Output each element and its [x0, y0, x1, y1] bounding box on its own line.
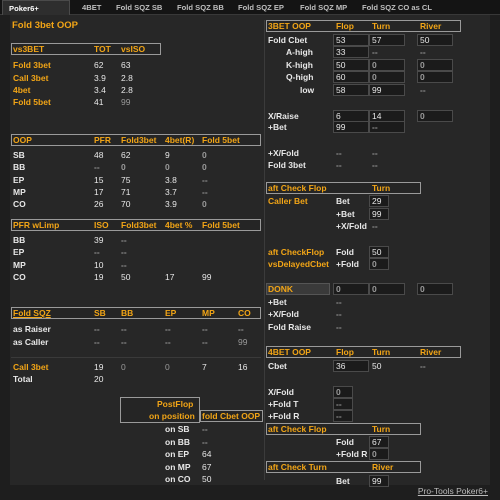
check2-cell: 67 [372, 437, 382, 447]
oop-row-label: MP [13, 186, 26, 197]
sqz-cell: -- [121, 324, 127, 334]
vs3bet-value: 2.8 [121, 85, 133, 95]
limp-h2: Fold3bet [121, 220, 157, 230]
3bet-oop-cell: 53 [336, 35, 346, 45]
limp-h0: PFR wLimp [13, 220, 60, 230]
vs3bet-h1: TOT [94, 44, 111, 54]
donk-cell: 0 [420, 284, 425, 294]
oop-cell: 15 [94, 174, 104, 185]
sqz-cell: 99 [238, 337, 248, 347]
3bet-oop-cell: -- [372, 47, 378, 58]
3bet-oop-cell: 0 [420, 59, 425, 70]
oop-cell: -- [94, 162, 100, 173]
3bet-oop-cell: 57 [372, 35, 382, 45]
checkfold-action: Fold [336, 247, 354, 257]
vs3bet-label: Fold 3bet [13, 60, 51, 70]
sqz-cell: -- [121, 337, 127, 347]
3bet-oop-row-label: Fold Cbet [268, 35, 308, 45]
vs3bet-value: 41 [94, 97, 104, 107]
check-flop2-h1: Turn [372, 424, 391, 434]
4bet-cell: -- [336, 411, 342, 421]
3bet-oop-cell: 33 [336, 47, 346, 58]
sqz-cell: -- [238, 324, 244, 334]
limp-h1: ISO [94, 220, 109, 230]
tab-poker6[interactable]: Poker6+ [2, 0, 70, 15]
call3bet-co: 16 [238, 362, 248, 372]
check-flop2-h0: aft Check Flop [268, 424, 327, 434]
4bet-oop-h1: Flop [336, 347, 354, 357]
caller-bet-label: Caller Bet [268, 196, 308, 206]
xraise-cell: 6 [336, 111, 341, 121]
vs3bet-value: 62 [94, 60, 104, 70]
limp-cell: 19 [94, 271, 104, 282]
oop-h2: Fold3bet [121, 135, 157, 145]
oop-cell: 62 [121, 150, 131, 160]
oop-h3: 4bet(R) [165, 135, 195, 145]
limp-cell: 10 [94, 259, 104, 270]
3bet-oop-cell: 50 [420, 35, 430, 45]
oop-row-label: SB [13, 150, 25, 160]
sqz-h3: EP [165, 308, 177, 318]
donk-cell: -- [336, 296, 342, 307]
oop-row-label: CO [13, 199, 26, 210]
xraise-row-label: Fold 3bet [268, 160, 306, 170]
sqz-cell: -- [94, 324, 100, 334]
checkflop-row-label: +Bet [336, 208, 355, 219]
limp-row-label: BB [13, 235, 26, 245]
4bet-cell: 0 [336, 387, 341, 397]
vs3bet-value: 2.8 [121, 73, 133, 83]
xraise-cell: -- [336, 160, 342, 170]
donk-cell: -- [336, 321, 342, 332]
tab-bar [0, 0, 500, 15]
xraise-cell: -- [372, 160, 378, 170]
tab-fold-sqz-bb[interactable]: Fold SQZ BB [177, 3, 224, 12]
4bet-row-label: +Fold T [268, 399, 299, 409]
check2-row-label: +Fold R [336, 449, 368, 459]
limp-cell: -- [121, 247, 127, 258]
oop-cell: 71 [121, 186, 131, 197]
4bet-cbet-river: -- [420, 361, 426, 371]
oop-cell: 3.9 [165, 199, 177, 210]
4bet-cbet-turn: 50 [372, 361, 382, 371]
xraise-cell: -- [372, 122, 378, 132]
limp-h4: Fold 5bet [202, 220, 240, 230]
xraise-cell: 0 [420, 111, 425, 121]
postflop-row-label: on SB [165, 424, 190, 434]
sqz-h1: SB [94, 308, 106, 318]
tab-fold-sqz-ep[interactable]: Fold SQZ EP [238, 3, 284, 12]
postflop-cell: 64 [202, 449, 212, 460]
sqz-row-label: as Raiser [13, 324, 51, 334]
oop-cell: 48 [94, 150, 104, 160]
3bet-oop-row-label: Q-high [286, 72, 314, 83]
4bet-oop-h0: 4BET OOP [268, 347, 311, 357]
tab-fold-sqz-sb[interactable]: Fold SQZ SB [116, 3, 163, 12]
call3bet-mp: 7 [202, 362, 207, 372]
postflop-sublabel: on position [149, 411, 195, 421]
3bet-oop-row-label: A-high [286, 47, 313, 58]
checkflop-row-label: Bet [336, 196, 350, 206]
oop-cell: 70 [121, 199, 131, 210]
postflop-row-label: on CO [165, 474, 191, 485]
total-label: Total [13, 374, 33, 384]
call3bet-ep: 0 [165, 362, 170, 372]
3bet-oop-h2: Turn [372, 21, 391, 31]
limp-cell: 50 [121, 271, 131, 282]
3bet-oop-row-label: low [300, 84, 315, 95]
3bet-oop-h1: Flop [336, 21, 354, 31]
xraise-cell: -- [336, 148, 342, 158]
checkfold-cell: 0 [372, 259, 377, 269]
4bet-cell: -- [336, 399, 342, 409]
vs3bet-h0: vs3BET [13, 44, 45, 54]
divider [11, 357, 261, 358]
donk-cell: -- [336, 309, 342, 319]
call3bet-bb: 0 [121, 362, 126, 372]
oop-h4: Fold 5bet [202, 135, 240, 145]
call3bet-label: Call 3bet [13, 362, 49, 372]
xraise-row-label: +Bet [268, 122, 287, 132]
checkflop-cell: -- [372, 221, 378, 231]
footer-link[interactable]: Pro-Tools Poker6+ [417, 486, 488, 496]
postflop-label: PostFlop [157, 399, 194, 409]
column-divider [264, 20, 265, 480]
limp-cell: 17 [165, 271, 175, 282]
postflop-cell: 50 [202, 474, 212, 485]
postflop-row-label: on BB [165, 436, 191, 447]
sqz-row-label: as Caller [13, 337, 49, 347]
checkfold-cell: 50 [372, 247, 382, 257]
check-turn-h1: River [372, 462, 394, 472]
vs3bet-value: 3.4 [94, 85, 106, 95]
check2-row-label: Fold [336, 437, 354, 447]
sqz-h0: Fold SQZ [13, 308, 51, 318]
3bet-oop-cell: 60 [336, 72, 346, 83]
limp-cell: 39 [94, 235, 104, 245]
checkfold-row-label: aft CheckFlop [268, 247, 325, 257]
4bet-cbet-flop: 36 [336, 361, 346, 371]
postflop-row-label: on MP [165, 461, 191, 472]
oop-cell: 0 [165, 162, 170, 173]
oop-cell: 3.7 [165, 186, 177, 197]
check-flop-h0: aft Check Flop [268, 183, 327, 193]
checkturn-row-label: Bet [336, 476, 350, 486]
limp-h3: 4bet % [165, 220, 193, 230]
oop-cell: 17 [94, 186, 104, 197]
limp-cell: -- [121, 259, 127, 270]
checkturn-cell: 99 [372, 476, 382, 486]
limp-row-label: CO [13, 271, 26, 282]
oop-cell: 0 [202, 150, 207, 160]
xraise-cell: -- [372, 148, 378, 158]
check2-cell: 0 [372, 449, 377, 459]
sqz-cell: -- [202, 324, 208, 334]
xraise-row-label: +X/Fold [268, 148, 299, 158]
limp-cell: -- [94, 247, 100, 258]
3bet-oop-cell: 0 [420, 72, 425, 83]
limp-cell: -- [121, 235, 127, 245]
oop-row-label: BB [13, 162, 26, 173]
donk-cell: 0 [336, 284, 341, 294]
oop-cell: 9 [165, 150, 170, 160]
tab-4bet[interactable]: 4BET [82, 3, 102, 12]
oop-row-label: EP [13, 174, 25, 185]
checkflop-cell: 99 [372, 208, 382, 219]
3bet-oop-h0: 3BET OOP [268, 21, 311, 31]
limp-cell: 99 [202, 271, 212, 282]
4bet-oop-h3: River [420, 347, 442, 357]
sqz-cell: -- [165, 324, 171, 334]
postflop-cell: -- [202, 424, 208, 434]
vs3bet-label: 4bet [13, 85, 31, 95]
3bet-oop-cell: 50 [336, 59, 346, 70]
3bet-oop-row-label: K-high [286, 59, 313, 70]
3bet-oop-cell: 0 [372, 72, 377, 83]
oop-cell: 0 [202, 199, 207, 210]
donk-row-label: +Bet [268, 296, 287, 307]
checkfold-row-label: vsDelayedCbet [268, 259, 329, 269]
donk-row-label: +X/Fold [268, 309, 299, 319]
sqz-h5: CO [238, 308, 251, 318]
4bet-row-label: X/Fold [268, 387, 294, 397]
vs3bet-h2: vsISO [121, 44, 146, 54]
postflop-cell: -- [202, 436, 208, 447]
foldcbet-header-label: fold Cbet OOP [202, 411, 261, 421]
3bet-oop-cell: -- [420, 84, 426, 95]
3bet-oop-cell: 99 [372, 84, 382, 95]
3bet-oop-cell: 58 [336, 84, 346, 95]
oop-cell: -- [202, 186, 208, 197]
oop-cell: 26 [94, 199, 104, 210]
checkflop-row-label: +X/Fold [336, 221, 367, 231]
vs3bet-value: 99 [121, 97, 131, 107]
3bet-oop-cell: 0 [372, 59, 377, 70]
check-flop-h1: Turn [372, 183, 391, 193]
sqz-h2: BB [121, 308, 134, 318]
4bet-oop-h2: Turn [372, 347, 391, 357]
4bet-cbet-label: Cbet [268, 361, 287, 371]
page-title: Fold 3bet OOP [12, 20, 78, 31]
oop-cell: 0 [202, 162, 207, 173]
limp-row-label: EP [13, 247, 25, 258]
checkfold-action: +Fold [336, 259, 359, 269]
oop-cell: 0 [121, 162, 126, 173]
oop-cell: 3.8 [165, 174, 177, 185]
sqz-cell: -- [94, 337, 100, 347]
sqz-h4: MP [202, 308, 215, 318]
check-turn-h0: aft Check Turn [268, 462, 327, 472]
3bet-oop-h3: River [420, 21, 442, 31]
sqz-cell: -- [165, 337, 171, 347]
donk-cell: 0 [372, 284, 377, 294]
total-value: 20 [94, 374, 104, 384]
xraise-cell: 14 [372, 111, 382, 121]
sqz-cell: -- [202, 337, 208, 347]
vs3bet-label: Fold 5bet [13, 97, 51, 107]
donk-row-label: Fold Raise [268, 321, 311, 332]
xraise-row-label: X/Raise [268, 111, 299, 121]
oop-cell: -- [202, 174, 208, 185]
donk-row-label: DONK [268, 284, 294, 294]
vs3bet-label: Call 3bet [13, 73, 49, 83]
checkflop-cell: 29 [372, 196, 382, 206]
oop-cell: 75 [121, 174, 131, 185]
xraise-cell: 99 [336, 122, 346, 132]
vs3bet-value: 63 [121, 60, 131, 70]
3bet-oop-cell: -- [420, 47, 426, 58]
4bet-row-label: +Fold R [268, 411, 300, 421]
postflop-row-label: on EP [165, 449, 190, 460]
call3bet-sb: 19 [94, 362, 104, 372]
postflop-cell: 67 [202, 461, 212, 472]
oop-h1: PFR [94, 135, 111, 145]
limp-row-label: MP [13, 259, 26, 270]
oop-h0: OOP [13, 135, 32, 145]
vs3bet-value: 3.9 [94, 73, 106, 83]
tab-fold-sqz-mp[interactable]: Fold SQZ MP [300, 3, 348, 12]
tab-fold-sqz-co[interactable]: Fold SQZ CO as CL [362, 3, 433, 12]
